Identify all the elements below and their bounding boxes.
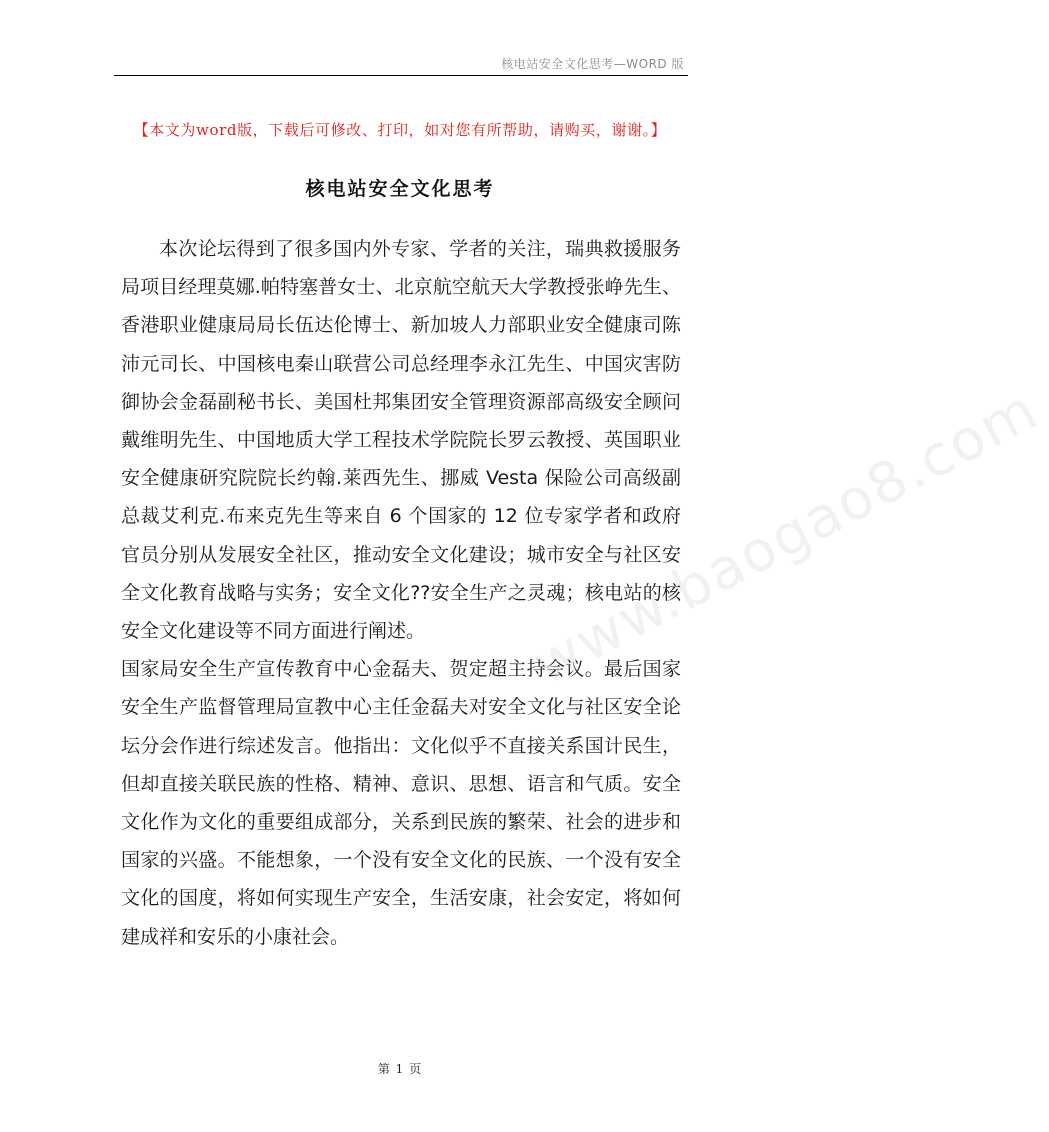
page-title: 核电站安全文化思考	[305, 178, 495, 200]
running-header: 核电站安全文化思考—WORD 版	[501, 57, 684, 71]
paragraph-1: 本次论坛得到了很多国内外专家、学者的关注，瑞典救援服务局项目经理莫娜.帕特塞普女士、北京航空航天大学教授张峥先生、香港职业健康局局长伍达伦博士、新加坡人力部职业安全健康司陈沛元司长、中国核电秦山联营公司总经理李永江先生、中国灾害防御协会金磊副秘书长、美国杜邦集团安全管理资源部高级安全顾问戴维明先生、中国地质大学工程技术学院院长罗云教授、英国职业安全健康研究院院长约翰.莱西先生、挪威 Vesta 保险公司高级副总裁艾利克.布来克先生等来自 6 个国家的 12 位专家学者和政府官员分别从发展安全社区，推动安全文化建设；城市安全与社区安全文化教育战略与实务；安全文化??安全生产之灵魂；核电站的核安全文化建设等不同方面进行阐述。	[121, 238, 681, 643]
watermark: www.baogao8.com	[522, 377, 1049, 698]
paragraph-2: 国家局安全生产宣传教育中心金磊夫、贺定超主持会议。最后国家安全生产监督管理局宣教中心主任金磊夫对安全文化与社区安全论坛分会作进行综述发言。他指出：文化似乎不直接关系国计民生，但却直接关联民族的性格、精神、意识、思想、语言和气质。安全文化作为文化的重要组成部分，关系到民族的繁荣、社会的进步和国家的兴盛。不能想象，一个没有安全文化的民族、一个没有安全文化的国度，将如何实现生产安全，生活安康，社会安定，将如何建成祥和安乐的小康社会。	[121, 658, 681, 948]
document-body	[121, 230, 681, 956]
page-number: 第 1 页	[377, 1062, 423, 1076]
header-divider	[114, 75, 688, 76]
purchase-notice: 【本文为word版，下载后可修改、打印，如对您有所帮助，请购买，谢谢。】	[133, 121, 667, 139]
